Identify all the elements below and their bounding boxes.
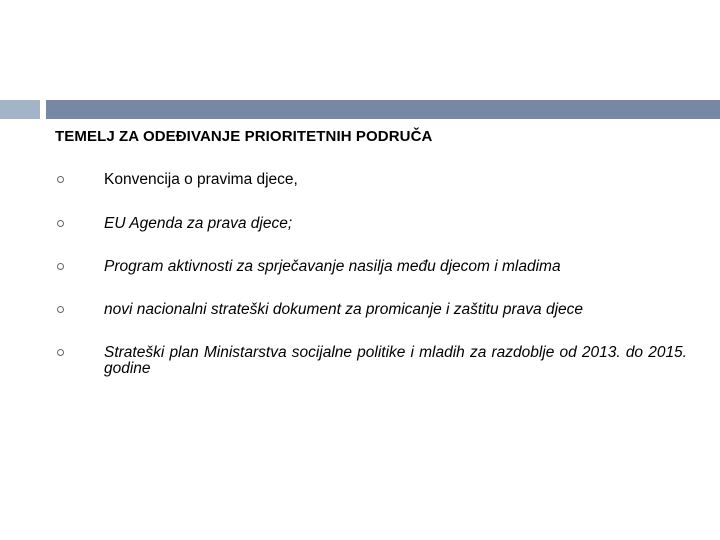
slide-title: TEMELJ ZA ODEĐIVANJE PRIORITETNIH PODRUČA	[55, 128, 433, 145]
list-item-text: EU Agenda za prava djece;	[104, 215, 293, 232]
hollow-circle-icon	[57, 176, 64, 183]
list-item-text: Strateški plan Ministarstva socijalne politike i mladih za razdoblje od 2013. do 2015. godine	[104, 344, 687, 377]
hollow-circle-icon	[57, 349, 64, 356]
bullet-list	[57, 172, 687, 404]
list-item-text: Konvencija o pravima djece,	[104, 171, 298, 188]
list-item	[57, 259, 687, 275]
hollow-circle-icon	[57, 263, 64, 270]
header-bar-accent	[0, 100, 40, 119]
list-item	[57, 172, 687, 188]
list-item	[57, 345, 687, 377]
hollow-circle-icon	[57, 306, 64, 313]
list-item	[57, 216, 687, 232]
list-item	[57, 302, 687, 318]
list-item-text: novi nacionalni strateški dokument za promicanje i zaštitu prava djece	[104, 301, 584, 318]
list-item-text: Program aktivnosti za sprječavanje nasilja među djecom i mladima	[104, 258, 561, 275]
header-bar	[46, 100, 720, 119]
hollow-circle-icon	[57, 220, 64, 227]
